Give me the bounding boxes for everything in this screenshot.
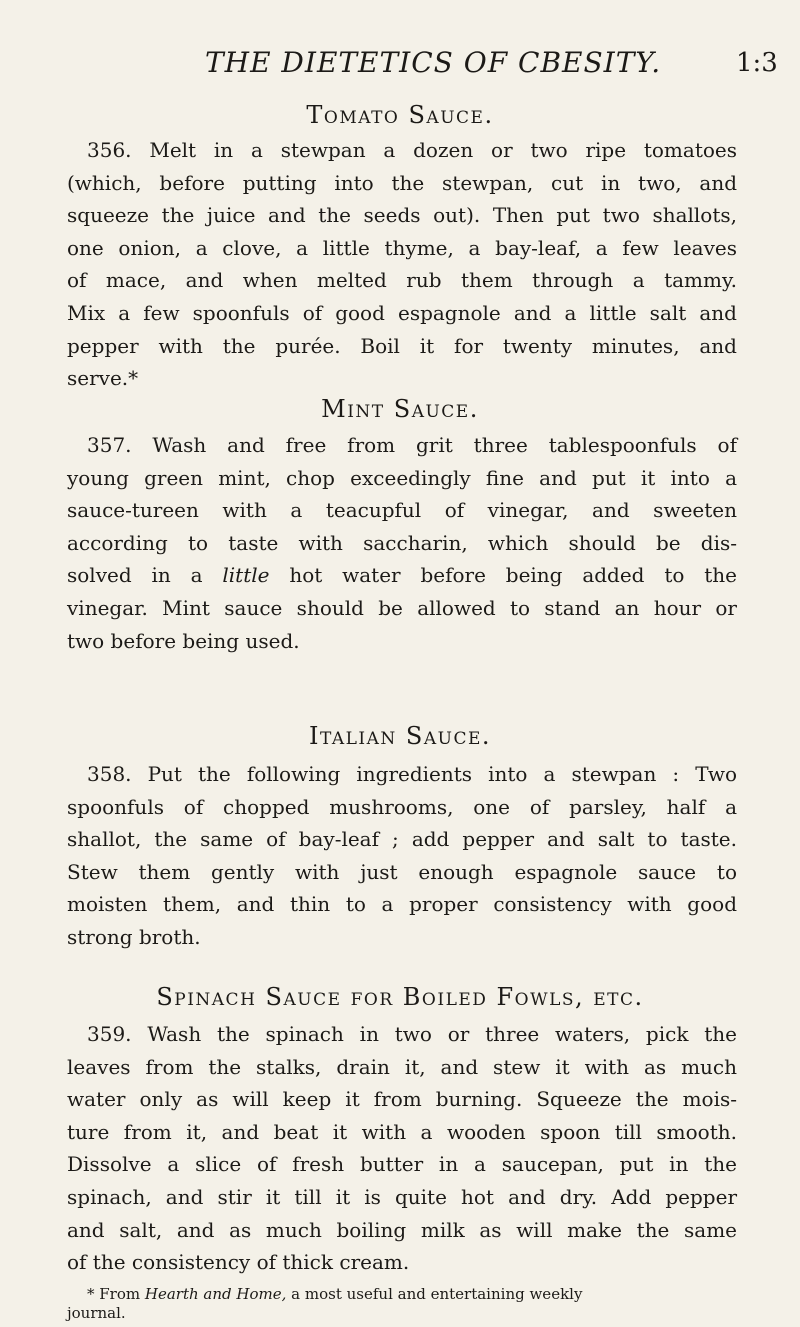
section-heading-spinach-sauce: Spinach Sauce for Boiled Fowls, etc. [156,983,644,1011]
text-fragment: solved in a [67,563,203,588]
page-number: 1:3 [736,48,778,78]
text-line: young green mint, chop exceedingly fine and put it into a [67,465,737,490]
text-line: strong broth. [67,924,201,949]
footnote [67,1285,737,1323]
running-head-title: THE DIETETICS OF CBESITY. [205,46,662,79]
text-line: Dissolve a slice of fresh butter in a saucepan, put in the [67,1152,737,1177]
text-line: vinegar. Mint sauce should be allowed to stand an hour or [67,595,737,620]
text-line: Stew them gently with just enough espagnole sauce to [67,859,737,884]
text-line: water only as will keep it from burning. Squeeze the mois- [67,1087,737,1112]
text-line: of the consistency of thick cream. [67,1250,410,1275]
text-line: according to taste with saccharin, which should be dis- [67,530,737,555]
text-line: two before being used. [67,628,300,653]
text-line: spoonfuls of chopped mushrooms, one of parsley, half a [67,794,737,819]
section-heading-italian-sauce: Italian Sauce. [308,722,492,750]
recipe-356 [67,134,737,395]
text-line: pepper with the purée. Boil it for twenty minutes, and [67,333,737,358]
text-line: and salt, and as much boiling milk as will make the same [67,1217,737,1242]
text-line: 357. Wash and free from grit three tablespoonfuls of [87,433,737,457]
text-line: sauce-tureen with a teacupful of vinegar, and sweeten [67,498,737,523]
recipe-359 [67,1018,737,1279]
text-line: 358. Put the following ingredients into a stewpan : Two [87,762,737,786]
text-line: 356. Melt in a stewpan a dozen or two ripe tomatoes [87,138,737,162]
text-line: serve.* [67,366,139,391]
text-line [67,559,737,592]
footnote-text: a most useful and entertaining weekly [291,1285,583,1303]
text-line: of mace, and when melted rub them through a tammy. [67,268,737,293]
footnote-line [67,1285,737,1304]
text-fragment: hot water before being added to the [289,563,738,588]
running-head [0,46,800,86]
text-line: 359. Wash the spinach in two or three waters, pick the [87,1022,737,1046]
italic-word: little [222,563,270,588]
footnote-line: journal. [67,1304,126,1322]
text-line: ture from it, and beat it with a wooden spoon till smooth. [67,1119,737,1144]
recipe-357 [67,429,737,657]
footnote-mark: * From [87,1285,141,1303]
text-line: squeeze the juice and the seeds out). Then put two shallots, [67,203,737,228]
text-line: shallot, the same of bay-leaf ; add pepper and salt to taste. [67,827,737,852]
text-line: leaves from the stalks, drain it, and stew it with as much [67,1054,737,1079]
recipe-358 [67,758,737,954]
section-heading-mint-sauce: Mint Sauce. [321,395,479,423]
text-line: Mix a few spoonfuls of good espagnole and a little salt and [67,300,737,325]
text-line: one onion, a clove, a little thyme, a bay-leaf, a few leaves [67,235,737,260]
text-line: spinach, and stir it till it is quite hot and dry. Add pepper [67,1184,737,1209]
text-line: (which, before putting into the stewpan, cut in two, and [67,170,737,195]
section-heading-tomato-sauce: Tomato Sauce. [306,101,494,129]
footnote-source: Hearth and Home, [144,1285,287,1303]
text-line: moisten them, and thin to a proper consistency with good [67,892,737,917]
